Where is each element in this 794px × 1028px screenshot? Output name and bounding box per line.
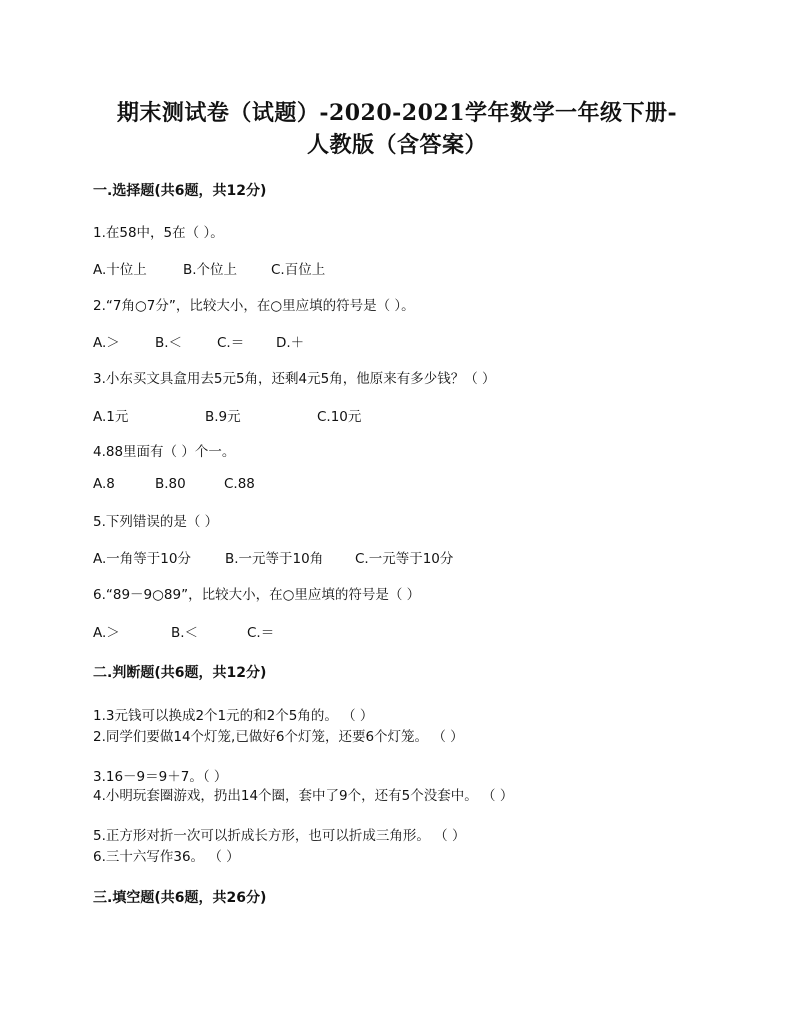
judgement-item-1: 1.3元钱可以换成2个1元的和2个5角的。 （ ） xyxy=(93,708,374,724)
option-b: B.＜ xyxy=(155,335,183,351)
exam-title-line2: 人教版（含答案） xyxy=(306,132,487,158)
option-c: C.＝ xyxy=(217,335,245,351)
judgement-item-3: 3.16－9＝9＋7。（ ） xyxy=(93,769,228,785)
option-b: B.80 xyxy=(155,476,186,492)
judgement-item-2: 2.同学们要做14个灯笼,已做好6个灯笼，还要6个灯笼。 （ ） xyxy=(93,729,464,745)
option-a: A.十位上 xyxy=(93,262,147,278)
question-4: 4.88里面有（ ）个一。 xyxy=(93,444,236,460)
option-a: A.8 xyxy=(93,476,115,492)
question-3: 3.小东买文具盒用去5元5角，还剩4元5角，他原来有多少钱？（ ） xyxy=(93,371,496,387)
section-heading-fill-blank: 三.填空题(共6题，共26分) xyxy=(93,890,267,906)
option-c: C.一元等于10分 xyxy=(355,551,454,567)
option-a: A.＞ xyxy=(93,625,120,641)
judgement-item-5: 5.正方形对折一次可以折成长方形，也可以折成三角形。 （ ） xyxy=(93,828,466,844)
judgement-item-4: 4.小明玩套圈游戏，扔出14个圈，套中了9个，还有5个没套中。 （ ） xyxy=(93,788,514,804)
option-c: C.百位上 xyxy=(271,262,326,278)
question-1: 1.在58中，5在（ ）。 xyxy=(93,225,224,241)
question-5: 5.下列错误的是（ ） xyxy=(93,514,219,530)
option-c: C.＝ xyxy=(247,625,275,641)
option-b: B.＜ xyxy=(171,625,199,641)
option-d: D.＋ xyxy=(276,335,305,351)
option-c: C.10元 xyxy=(317,409,362,425)
judgement-item-6: 6.三十六写作36。 （ ） xyxy=(93,849,240,865)
section-heading-judgement: 二.判断题(共6题，共12分) xyxy=(93,665,267,681)
option-b: B.个位上 xyxy=(183,262,238,278)
question-2: 2.“7角○7分”，比较大小，在○里应填的符号是（ ）。 xyxy=(93,298,415,314)
exam-title-line1: 期末测试卷（试题）-2020-2021学年数学一年级下册- xyxy=(116,100,678,126)
option-c: C.88 xyxy=(224,476,255,492)
option-a: A.一角等于10分 xyxy=(93,551,191,567)
option-a: A.1元 xyxy=(93,409,129,425)
option-b: B.9元 xyxy=(205,409,241,425)
option-b: B.一元等于10角 xyxy=(225,551,324,567)
option-a: A.＞ xyxy=(93,335,120,351)
section-heading-choice: 一.选择题(共6题，共12分) xyxy=(93,183,267,199)
question-6: 6.“89－9○89”，比较大小，在○里应填的符号是（ ） xyxy=(93,587,421,603)
